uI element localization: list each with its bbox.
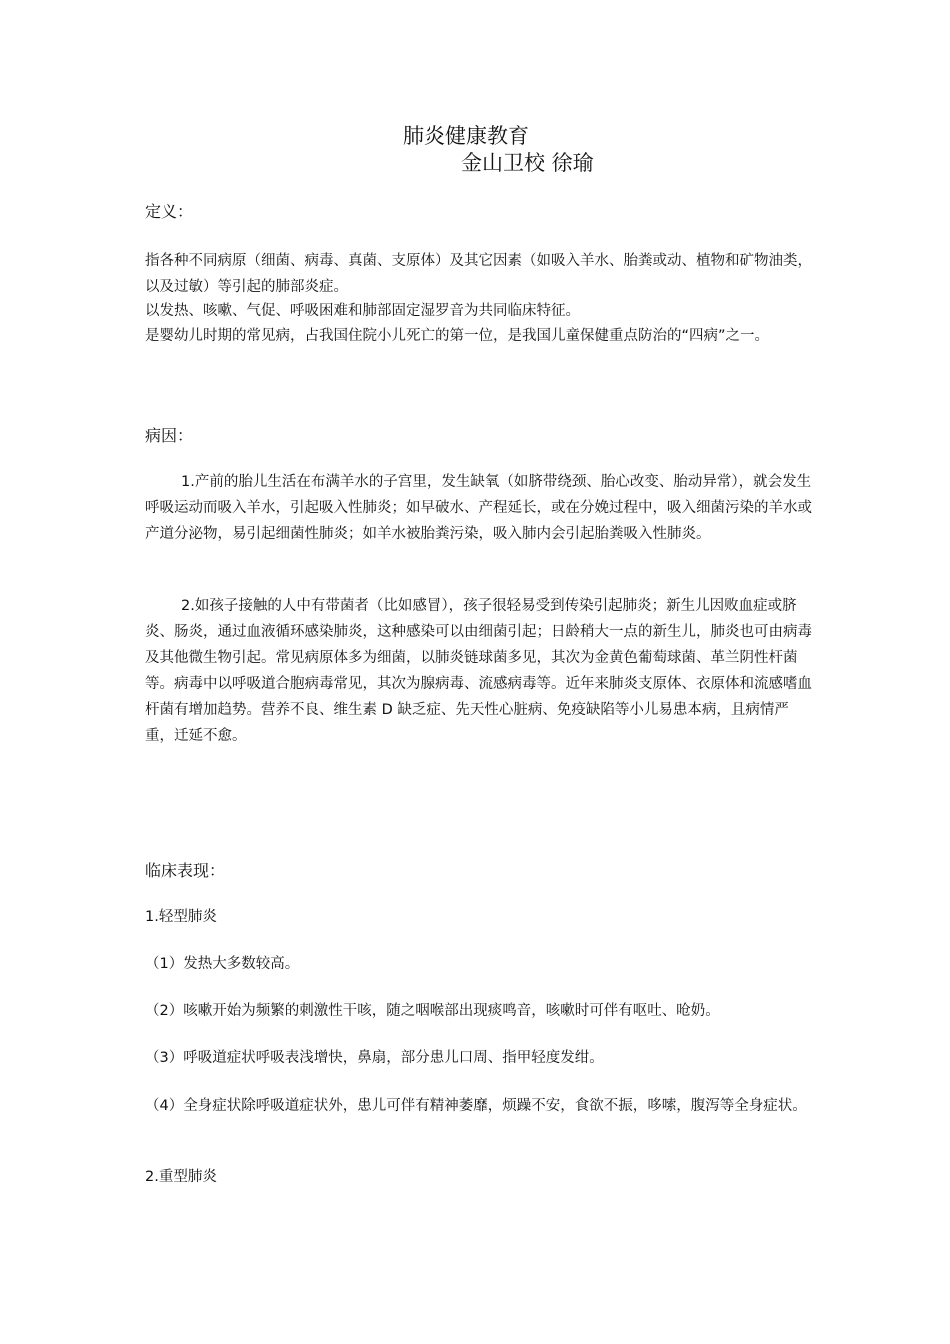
- symptom-item: （4）全身症状除呼吸道症状外，患儿可伴有精神萎靡，烦躁不安，食欲不振，哆嗦，腹泻等全身症状。: [145, 1098, 807, 1114]
- document-title: 肺炎健康教育: [403, 124, 529, 148]
- mild-pneumonia-heading: 1.轻型肺炎: [145, 909, 217, 925]
- definition-paragraph-2: 以发热、咳嗽、气促、呼吸困难和肺部固定湿罗音为共同临床特征。: [145, 303, 580, 319]
- clinical-heading: 临床表现：: [145, 861, 226, 880]
- cause-paragraph-2: 2.如孩子接触的人中有带菌者（比如感冒），孩子很轻易受到传染引起肺炎；新生儿因败血症或脐炎、肠炎，通过血液循环感染肺炎，这种感染可以由细菌引起；日龄稍大一点的新生儿，肺炎也可由病毒及其他微生物引起。常见病原体多为细菌，以肺炎链球菌多见，其次为金黄色葡萄球菌、革兰阴性杆菌等。病毒中以呼吸道合胞病毒常见，其次为腺病毒、流感病毒等。近年来肺炎支原体、衣原体和流感嗜血杆菌有增加趋势。营养不良、维生素 D 缺乏症、先天性心脏病、免疫缺陷等小儿易患本病，且病情严重，迁延不愈。: [145, 598, 812, 744]
- severe-pneumonia-heading: 2.重型肺炎: [145, 1169, 217, 1185]
- symptom-item: （3）呼吸道症状呼吸表浅增快，鼻扇，部分患儿口周、指甲轻度发绀。: [145, 1050, 604, 1066]
- definition-heading: 定义：: [145, 202, 194, 221]
- symptom-item: （1）发热大多数较高。: [145, 956, 300, 972]
- cause-heading: 病因：: [145, 426, 194, 445]
- document-author: 金山卫校 徐瑜: [461, 151, 594, 175]
- symptom-item: （2）咳嗽开始为频繁的刺激性干咳，随之咽喉部出现痰鸣音，咳嗽时可伴有呕吐、呛奶。: [145, 1003, 720, 1019]
- definition-paragraph-1: 指各种不同病原（细菌、病毒、真菌、支原体）及其它因素（如吸入羊水、胎粪或动、植物和矿物油类，以及过敏）等引起的肺部炎症。: [145, 253, 812, 295]
- cause-paragraph-1: 1.产前的胎儿生活在布满羊水的子宫里，发生缺氧（如脐带绕颈、胎心改变、胎动异常），就会发生呼吸运动而吸入羊水，引起吸入性肺炎；如早破水、产程延长，或在分娩过程中，吸入细菌污染的羊水或产道分泌物，易引起细菌性肺炎；如羊水被胎粪污染，吸入肺内会引起胎粪吸入性肺炎。: [145, 474, 812, 542]
- definition-paragraph-3: 是婴幼儿时期的常见病，占我国住院小儿死亡的第一位，是我国儿童保健重点防治的“四病”之一。: [145, 328, 770, 344]
